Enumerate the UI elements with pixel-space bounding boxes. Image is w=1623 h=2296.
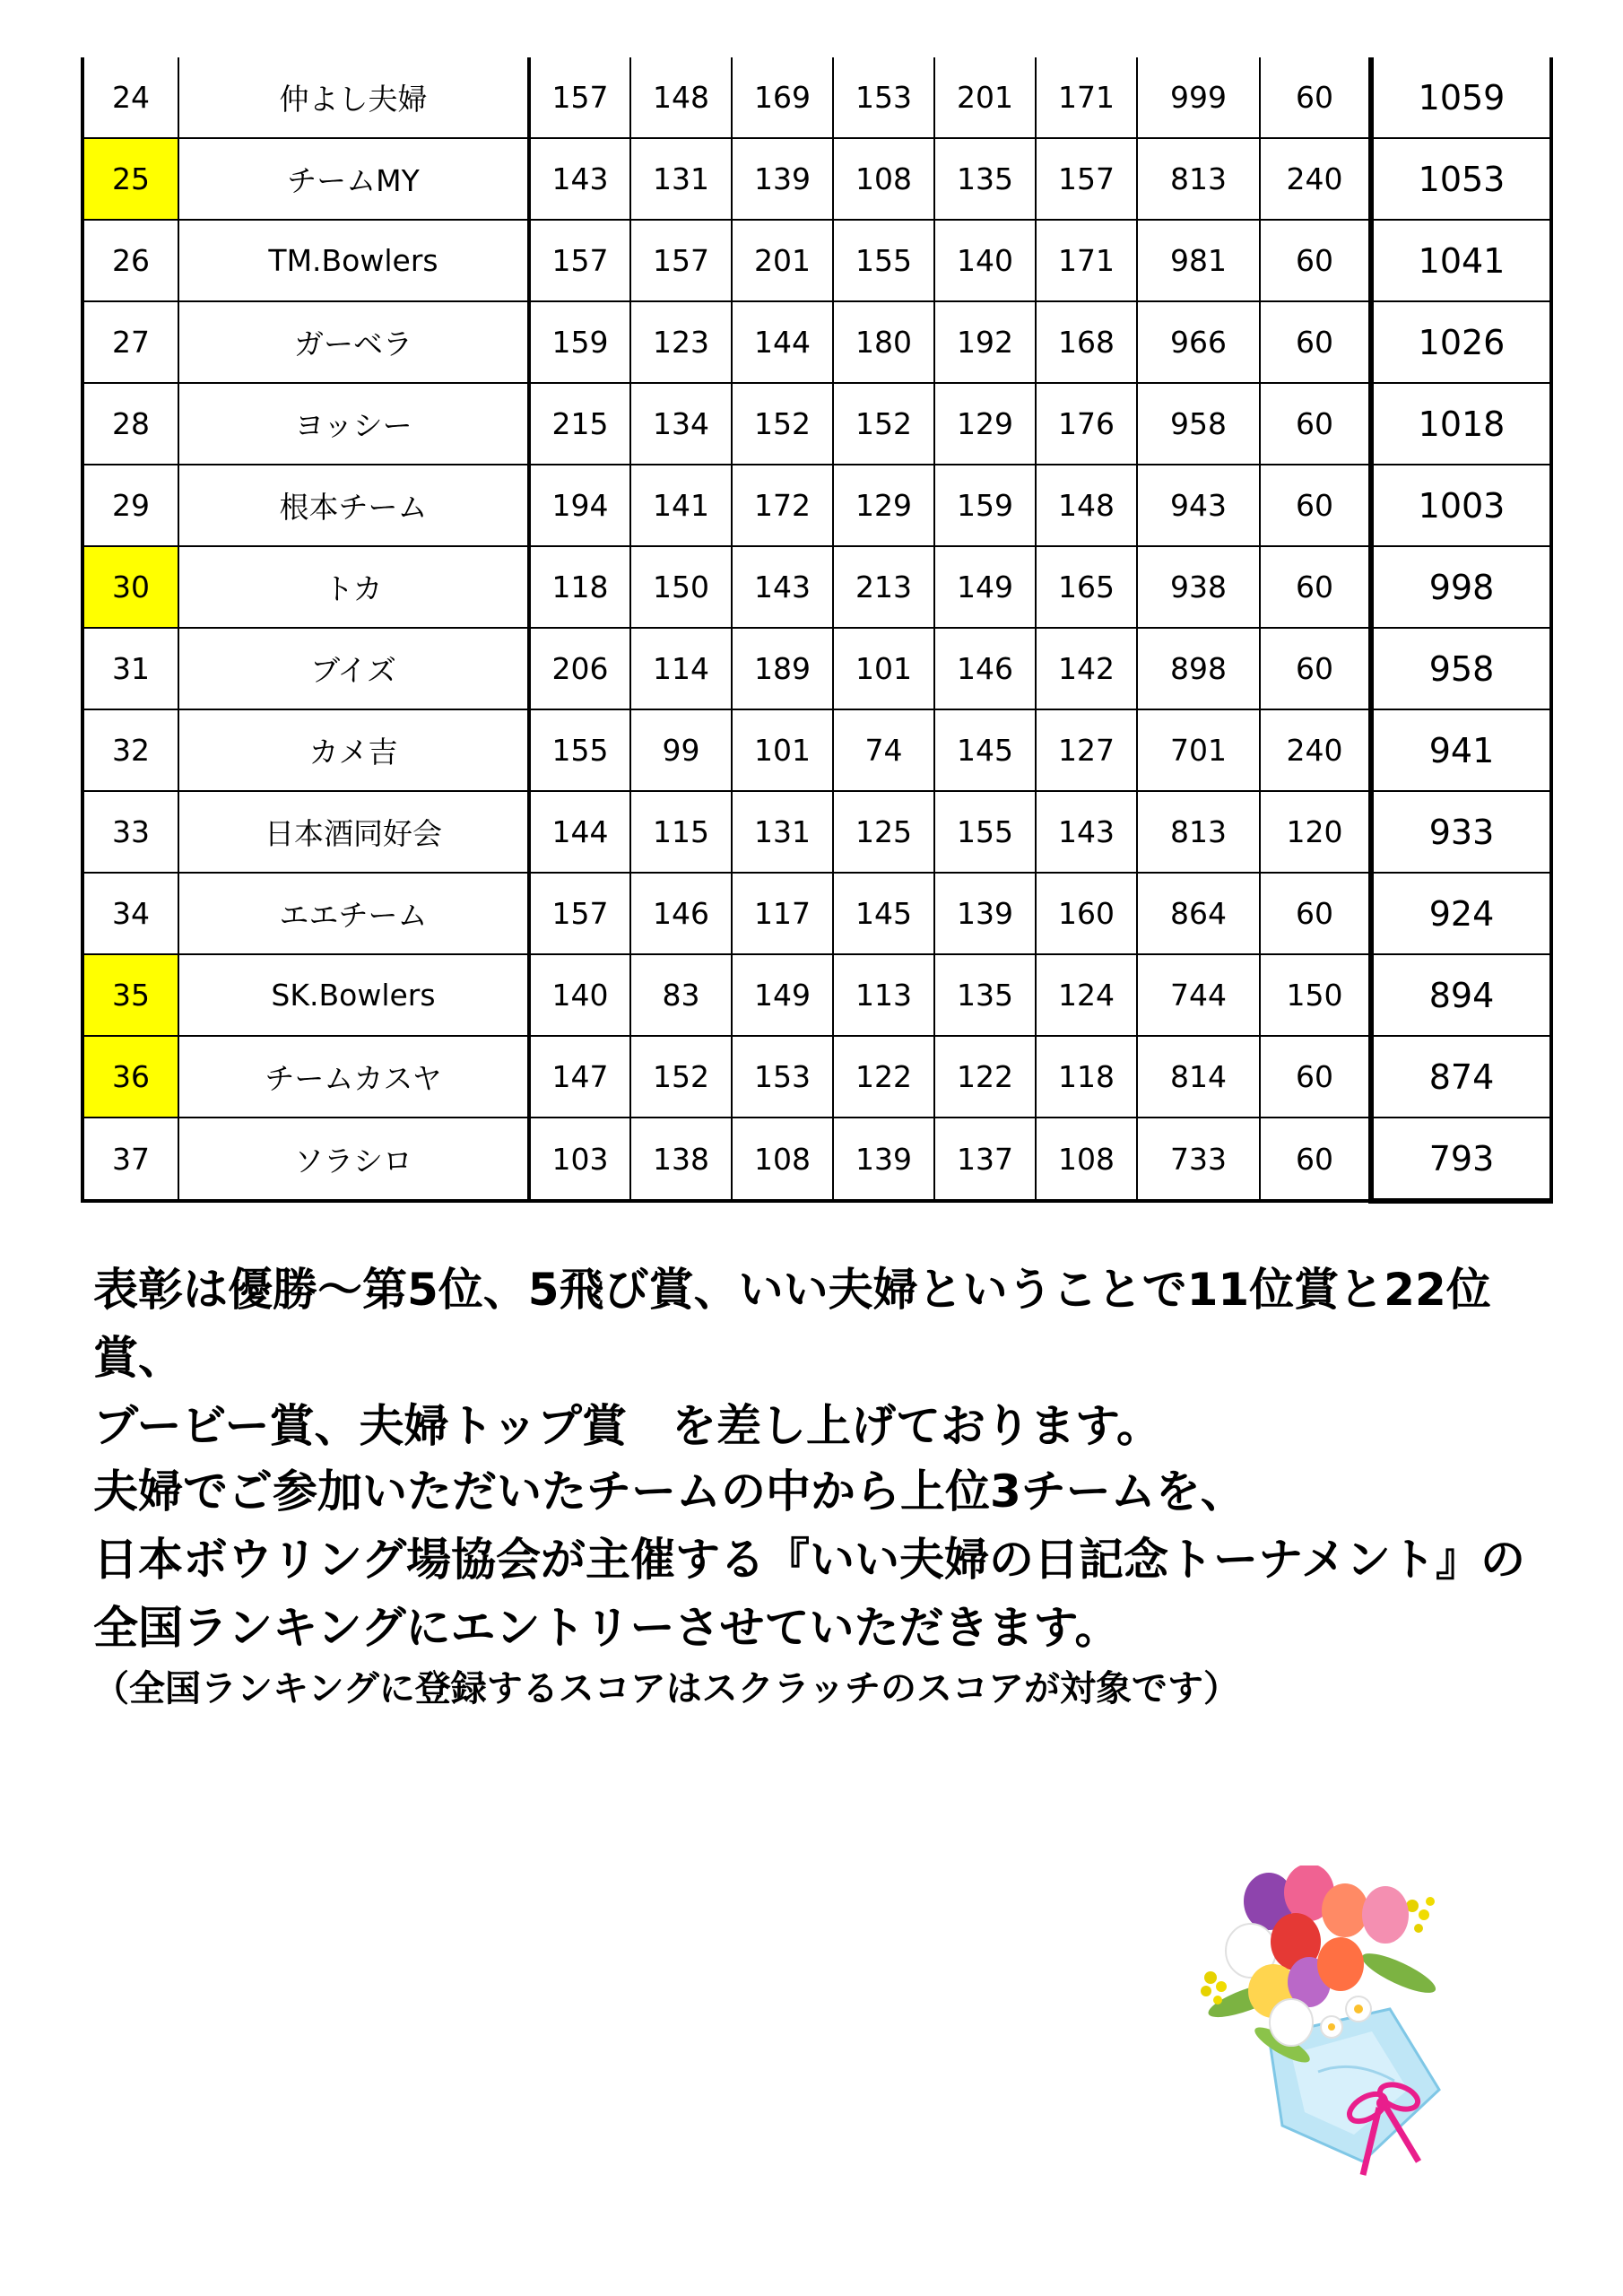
entry-notes <box>93 1457 1564 1716</box>
game-2-score-cell: 115 <box>630 791 732 873</box>
grand-total-cell: 941 <box>1371 709 1551 791</box>
rank-cell: 31 <box>82 628 178 709</box>
grand-total-cell: 958 <box>1371 628 1551 709</box>
grand-total-cell: 924 <box>1371 873 1551 954</box>
game-4-score-cell: 145 <box>833 873 934 954</box>
rank-cell: 27 <box>82 301 178 383</box>
game-2-score-cell: 157 <box>630 220 732 301</box>
game-5-score-cell: 140 <box>934 220 1036 301</box>
game-5-score-cell: 145 <box>934 709 1036 791</box>
game-2-score-cell: 138 <box>630 1118 732 1201</box>
game-1-score-cell: 159 <box>529 301 630 383</box>
game-2-score-cell: 83 <box>630 954 732 1036</box>
game-4-score-cell: 139 <box>833 1118 934 1201</box>
game-3-score-cell: 108 <box>732 1118 833 1201</box>
table-row <box>82 791 1551 873</box>
game-4-score-cell: 101 <box>833 628 934 709</box>
handicap-cell: 60 <box>1260 383 1371 465</box>
game-2-score-cell: 148 <box>630 57 732 138</box>
grand-total-cell: 998 <box>1371 546 1551 628</box>
scratch-total-cell: 898 <box>1137 628 1260 709</box>
team-name-cell: TM.Bowlers <box>178 220 529 301</box>
team-name-cell: 仲よし夫婦 <box>178 57 529 138</box>
handicap-cell: 120 <box>1260 791 1371 873</box>
ranking-table <box>81 57 1553 1204</box>
game-1-score-cell: 144 <box>529 791 630 873</box>
game-2-score-cell: 114 <box>630 628 732 709</box>
game-1-score-cell: 140 <box>529 954 630 1036</box>
game-3-score-cell: 201 <box>732 220 833 301</box>
game-5-score-cell: 192 <box>934 301 1036 383</box>
grand-total-cell: 933 <box>1371 791 1551 873</box>
rank-cell: 32 <box>82 709 178 791</box>
grand-total-cell: 874 <box>1371 1036 1551 1118</box>
game-1-score-cell: 206 <box>529 628 630 709</box>
team-name-cell: SK.Bowlers <box>178 954 529 1036</box>
game-1-score-cell: 215 <box>529 383 630 465</box>
scratch-total-cell: 813 <box>1137 791 1260 873</box>
game-4-score-cell: 125 <box>833 791 934 873</box>
scratch-total-cell: 981 <box>1137 220 1260 301</box>
game-6-score-cell: 165 <box>1036 546 1137 628</box>
table-row <box>82 546 1551 628</box>
rank-cell: 34 <box>82 873 178 954</box>
game-2-score-cell: 141 <box>630 465 732 546</box>
entry-line-1: 夫婦でご参加いただいたチームの中から上位3チームを、 <box>93 1465 1245 1518</box>
game-3-score-cell: 152 <box>732 383 833 465</box>
game-3-score-cell: 149 <box>732 954 833 1036</box>
team-name-cell: ヨッシー <box>178 383 529 465</box>
rank-cell: 35 <box>82 954 178 1036</box>
team-name-cell: チームカスヤ <box>178 1036 529 1118</box>
handicap-cell: 60 <box>1260 1036 1371 1118</box>
game-4-score-cell: 113 <box>833 954 934 1036</box>
game-1-score-cell: 143 <box>529 138 630 220</box>
scratch-total-cell: 999 <box>1137 57 1260 138</box>
team-name-cell: ソラシロ <box>178 1118 529 1201</box>
handicap-cell: 240 <box>1260 138 1371 220</box>
game-6-score-cell: 143 <box>1036 791 1137 873</box>
table-row <box>82 465 1551 546</box>
game-3-score-cell: 189 <box>732 628 833 709</box>
entry-note: （全国ランキングに登録するスコアはスクラッチのスコアが対象です） <box>93 1668 1239 1709</box>
game-6-score-cell: 148 <box>1036 465 1137 546</box>
scratch-total-cell: 966 <box>1137 301 1260 383</box>
grand-total-cell: 1018 <box>1371 383 1551 465</box>
game-3-score-cell: 172 <box>732 465 833 546</box>
game-1-score-cell: 157 <box>529 57 630 138</box>
scratch-total-cell: 814 <box>1137 1036 1260 1118</box>
game-6-score-cell: 108 <box>1036 1118 1137 1201</box>
team-name-cell: 日本酒同好会 <box>178 791 529 873</box>
grand-total-cell: 793 <box>1371 1118 1551 1201</box>
game-4-score-cell: 213 <box>833 546 934 628</box>
game-4-score-cell: 74 <box>833 709 934 791</box>
game-5-score-cell: 135 <box>934 138 1036 220</box>
rank-cell: 28 <box>82 383 178 465</box>
handicap-cell: 60 <box>1260 546 1371 628</box>
game-5-score-cell: 146 <box>934 628 1036 709</box>
game-6-score-cell: 171 <box>1036 57 1137 138</box>
game-4-score-cell: 108 <box>833 138 934 220</box>
grand-total-cell: 1003 <box>1371 465 1551 546</box>
handicap-cell: 240 <box>1260 709 1371 791</box>
team-name-cell: トカ <box>178 546 529 628</box>
scratch-total-cell: 701 <box>1137 709 1260 791</box>
game-2-score-cell: 99 <box>630 709 732 791</box>
rank-cell: 25 <box>82 138 178 220</box>
game-2-score-cell: 131 <box>630 138 732 220</box>
grand-total-cell: 1026 <box>1371 301 1551 383</box>
game-2-score-cell: 146 <box>630 873 732 954</box>
grand-total-cell: 1053 <box>1371 138 1551 220</box>
grand-total-cell: 894 <box>1371 954 1551 1036</box>
handicap-cell: 60 <box>1260 301 1371 383</box>
table-row <box>82 709 1551 791</box>
game-3-score-cell: 144 <box>732 301 833 383</box>
rank-cell: 24 <box>82 57 178 138</box>
game-5-score-cell: 159 <box>934 465 1036 546</box>
game-5-score-cell: 137 <box>934 1118 1036 1201</box>
game-1-score-cell: 103 <box>529 1118 630 1201</box>
entry-line-2: 日本ボウリング場協会が主催する『いい夫婦の日記念トーナメント』の <box>93 1534 1525 1586</box>
scratch-total-cell: 864 <box>1137 873 1260 954</box>
game-4-score-cell: 152 <box>833 383 934 465</box>
grand-total-cell: 1041 <box>1371 220 1551 301</box>
game-1-score-cell: 157 <box>529 220 630 301</box>
team-name-cell: ガーベラ <box>178 301 529 383</box>
table-row <box>82 138 1551 220</box>
game-1-score-cell: 147 <box>529 1036 630 1118</box>
game-1-score-cell: 155 <box>529 709 630 791</box>
game-5-score-cell: 135 <box>934 954 1036 1036</box>
table-row <box>82 628 1551 709</box>
game-5-score-cell: 139 <box>934 873 1036 954</box>
rank-cell: 36 <box>82 1036 178 1118</box>
table-row <box>82 1118 1551 1201</box>
table-row <box>82 954 1551 1036</box>
game-4-score-cell: 153 <box>833 57 934 138</box>
game-1-score-cell: 157 <box>529 873 630 954</box>
table-row <box>82 383 1551 465</box>
game-1-score-cell: 194 <box>529 465 630 546</box>
award-line-2: ブービー賞、夫婦トップ賞 を差し上げております。 <box>93 1400 1161 1452</box>
game-5-score-cell: 201 <box>934 57 1036 138</box>
rank-cell: 30 <box>82 546 178 628</box>
scratch-total-cell: 733 <box>1137 1118 1260 1201</box>
game-4-score-cell: 129 <box>833 465 934 546</box>
game-5-score-cell: 149 <box>934 546 1036 628</box>
scratch-total-cell: 938 <box>1137 546 1260 628</box>
handicap-cell: 150 <box>1260 954 1371 1036</box>
rank-cell: 33 <box>82 791 178 873</box>
table-row <box>82 220 1551 301</box>
game-6-score-cell: 127 <box>1036 709 1137 791</box>
rank-cell: 26 <box>82 220 178 301</box>
game-2-score-cell: 134 <box>630 383 732 465</box>
game-3-score-cell: 117 <box>732 873 833 954</box>
handicap-cell: 60 <box>1260 57 1371 138</box>
game-6-score-cell: 171 <box>1036 220 1137 301</box>
game-6-score-cell: 176 <box>1036 383 1137 465</box>
grand-total-cell: 1059 <box>1371 57 1551 138</box>
handicap-cell: 60 <box>1260 873 1371 954</box>
game-6-score-cell: 142 <box>1036 628 1137 709</box>
scratch-total-cell: 943 <box>1137 465 1260 546</box>
table-row <box>82 57 1551 138</box>
game-3-score-cell: 143 <box>732 546 833 628</box>
team-name-cell: チームMY <box>178 138 529 220</box>
game-6-score-cell: 118 <box>1036 1036 1137 1118</box>
entry-line-3: 全国ランキングにエントリーさせていただきます。 <box>93 1602 1120 1654</box>
game-5-score-cell: 155 <box>934 791 1036 873</box>
team-name-cell: ブイズ <box>178 628 529 709</box>
team-name-cell: エエチーム <box>178 873 529 954</box>
game-3-score-cell: 169 <box>732 57 833 138</box>
game-6-score-cell: 124 <box>1036 954 1137 1036</box>
table-row <box>82 301 1551 383</box>
game-5-score-cell: 122 <box>934 1036 1036 1118</box>
table-row <box>82 873 1551 954</box>
game-2-score-cell: 152 <box>630 1036 732 1118</box>
game-6-score-cell: 160 <box>1036 873 1137 954</box>
team-name-cell: カメ吉 <box>178 709 529 791</box>
handicap-cell: 60 <box>1260 465 1371 546</box>
game-4-score-cell: 155 <box>833 220 934 301</box>
rank-cell: 37 <box>82 1118 178 1201</box>
game-5-score-cell: 129 <box>934 383 1036 465</box>
game-6-score-cell: 157 <box>1036 138 1137 220</box>
scratch-total-cell: 744 <box>1137 954 1260 1036</box>
game-2-score-cell: 150 <box>630 546 732 628</box>
handicap-cell: 60 <box>1260 220 1371 301</box>
team-name-cell: 根本チーム <box>178 465 529 546</box>
game-3-score-cell: 101 <box>732 709 833 791</box>
game-3-score-cell: 153 <box>732 1036 833 1118</box>
handicap-cell: 60 <box>1260 628 1371 709</box>
game-4-score-cell: 180 <box>833 301 934 383</box>
game-3-score-cell: 131 <box>732 791 833 873</box>
game-1-score-cell: 118 <box>529 546 630 628</box>
flower-bouquet-illustration <box>1184 1866 1462 2197</box>
scratch-total-cell: 958 <box>1137 383 1260 465</box>
award-notes <box>93 1256 1564 1460</box>
table-row <box>82 1036 1551 1118</box>
rank-cell: 29 <box>82 465 178 546</box>
game-3-score-cell: 139 <box>732 138 833 220</box>
game-2-score-cell: 123 <box>630 301 732 383</box>
handicap-cell: 60 <box>1260 1118 1371 1201</box>
game-4-score-cell: 122 <box>833 1036 934 1118</box>
scratch-total-cell: 813 <box>1137 138 1260 220</box>
game-6-score-cell: 168 <box>1036 301 1137 383</box>
award-line-1: 表彰は優勝～第5位、5飛び賞、いい夫婦ということで11位賞と22位賞、 <box>93 1264 1491 1384</box>
ranking-table-body <box>82 57 1551 1201</box>
